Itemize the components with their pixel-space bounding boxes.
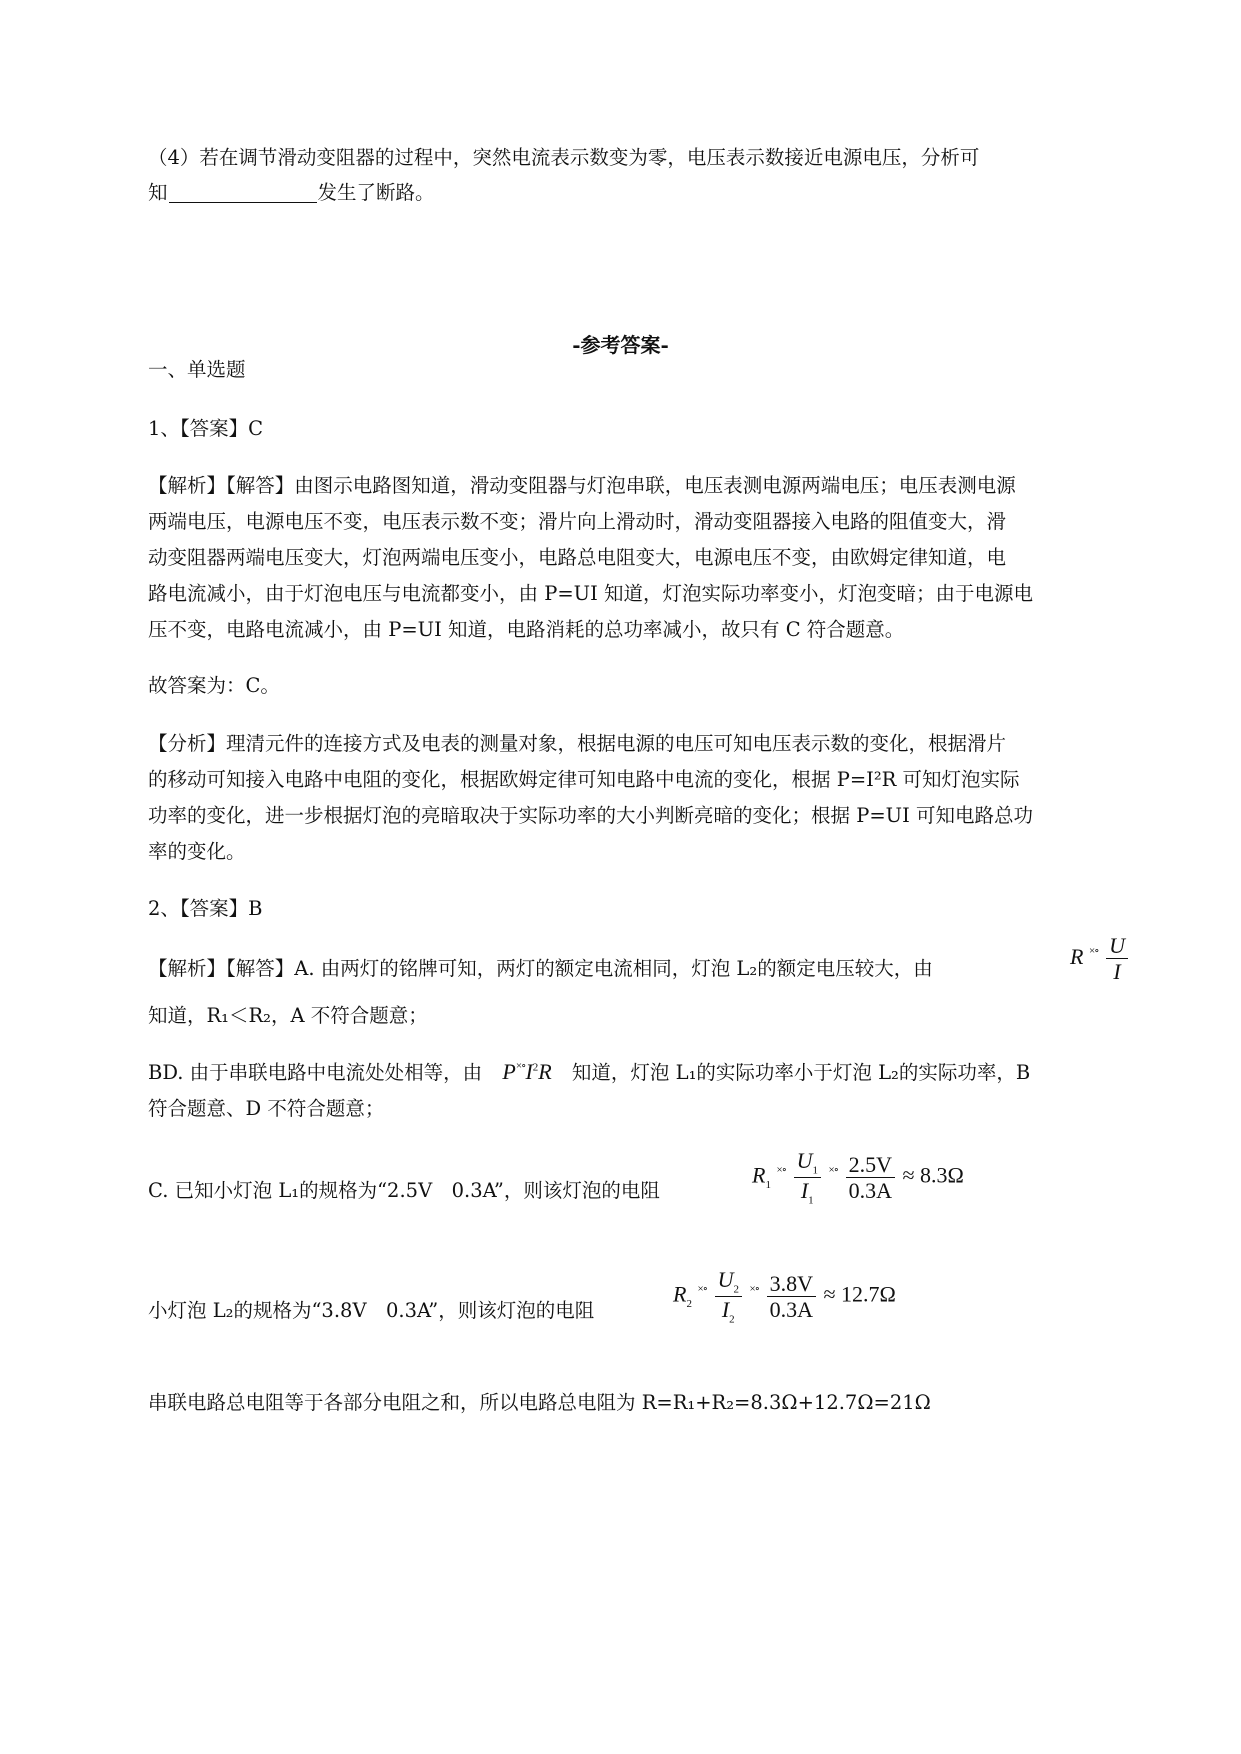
- a2-line-bd2: 符合题意、D 不符合题意；: [148, 1097, 385, 1120]
- q4-line2: [148, 177, 435, 205]
- section1-title: 一、单选题: [148, 358, 246, 381]
- a1-analysis-line: 【解析】【解答】由图示电路图知道，滑动变阻器与灯泡串联，电压表测电源两端电压；电压表测电源: [148, 474, 1016, 497]
- a1-fenxi-line: 率的变化。: [148, 840, 246, 863]
- a2-line-a1: 【解析】【解答】A. 由两灯的铭牌可知，两灯的额定电流相同，灯泡 L₂的额定电压较大，由: [148, 957, 933, 980]
- a1-fenxi-line: 【分析】理清元件的连接方式及电表的测量对象，根据电源的电压可知电压表示数的变化，根据滑片: [148, 732, 1007, 755]
- a2-line-a2: 知道，R₁＜R₂，A 不符合题意；: [148, 1004, 428, 1027]
- formula-p-equals-i2r: $P\times\circ I^2R$: [502, 1059, 552, 1084]
- a1-analysis-line: 压不变，电路电流减小，由 P=UI 知道，电路消耗的总功率减小，故只有 C 符合题意。: [148, 618, 905, 641]
- a1-fenxi-line: 功率的变化，进一步根据灯泡的亮暗取决于实际功率的大小判断亮暗的变化；根据 P=UI 可知电路总功: [148, 804, 1033, 827]
- formula-r2: $R_2$ ×∘ $\frac{U_2}{I_2}$ ×∘ $\frac{3.8V}{0.3A}$ ≈ 12.7Ω: [673, 1267, 896, 1326]
- q4-line2-suffix: 发生了断路。: [317, 181, 435, 204]
- a2-line-c2: 小灯泡 L₂的规格为“3.8V 0.3A”，则该灯泡的电阻: [148, 1299, 595, 1322]
- a2-line-c3: 串联电路总电阻等于各部分电阻之和，所以电路总电阻为 R=R₁+R₂=8.3Ω+12.7Ω=21Ω: [148, 1391, 931, 1414]
- a1-analysis-line: 动变阻器两端电压变大，灯泡两端电压变小，电路总电阻变大，电源电压不变，由欧姆定律知道，电: [148, 546, 1007, 569]
- a1-fenxi-line: 的移动可知接入电路中电阻的变化，根据欧姆定律可知电路中电流的变化，根据 P=I²R 可知灯泡实际: [148, 768, 1020, 791]
- answer-heading: -参考答案-: [572, 333, 669, 357]
- answer-blank[interactable]: [169, 182, 317, 203]
- a2-line-bd1: BD. 由于串联电路中电流处处相等，由 $P\times\circ I^2R$ 知道，灯泡 L₁的实际功率小于灯泡 L₂的实际功率，B: [148, 1059, 1031, 1084]
- a1-analysis-line: 路电流减小，由于灯泡电压与电流都变小，由 P=UI 知道，灯泡实际功率变小，灯泡变暗；由于电源电: [148, 582, 1033, 605]
- formula-r1: $R_1$ ×∘ $\frac{U_1}{I_1}$ ×∘ $\frac{2.5V}{0.3A}$ ≈ 8.3Ω: [752, 1148, 964, 1207]
- formula-r-equals-u-over-i: R ×∘ $\frac{U}{I}$: [1070, 933, 1130, 985]
- answer2-title: 2、【答案】B: [148, 897, 263, 920]
- q4-line2-prefix: 知: [148, 181, 168, 204]
- a2-line-c1: C. 已知小灯泡 L₁的规格为“2.5V 0.3A”，则该灯泡的电阻: [148, 1179, 660, 1202]
- a1-analysis-line: 两端电压，电源电压不变，电压表示数不变；滑片向上滑动时，滑动变阻器接入电路的阻值变大，滑: [148, 510, 1007, 533]
- q4-line1: （4）若在调节滑动变阻器的过程中，突然电流表示数变为零，电压表示数接近电源电压，分析可: [148, 146, 980, 169]
- a1-conclusion: 故答案为：C。: [148, 674, 280, 697]
- answer1-title: 1、【答案】C: [148, 417, 264, 440]
